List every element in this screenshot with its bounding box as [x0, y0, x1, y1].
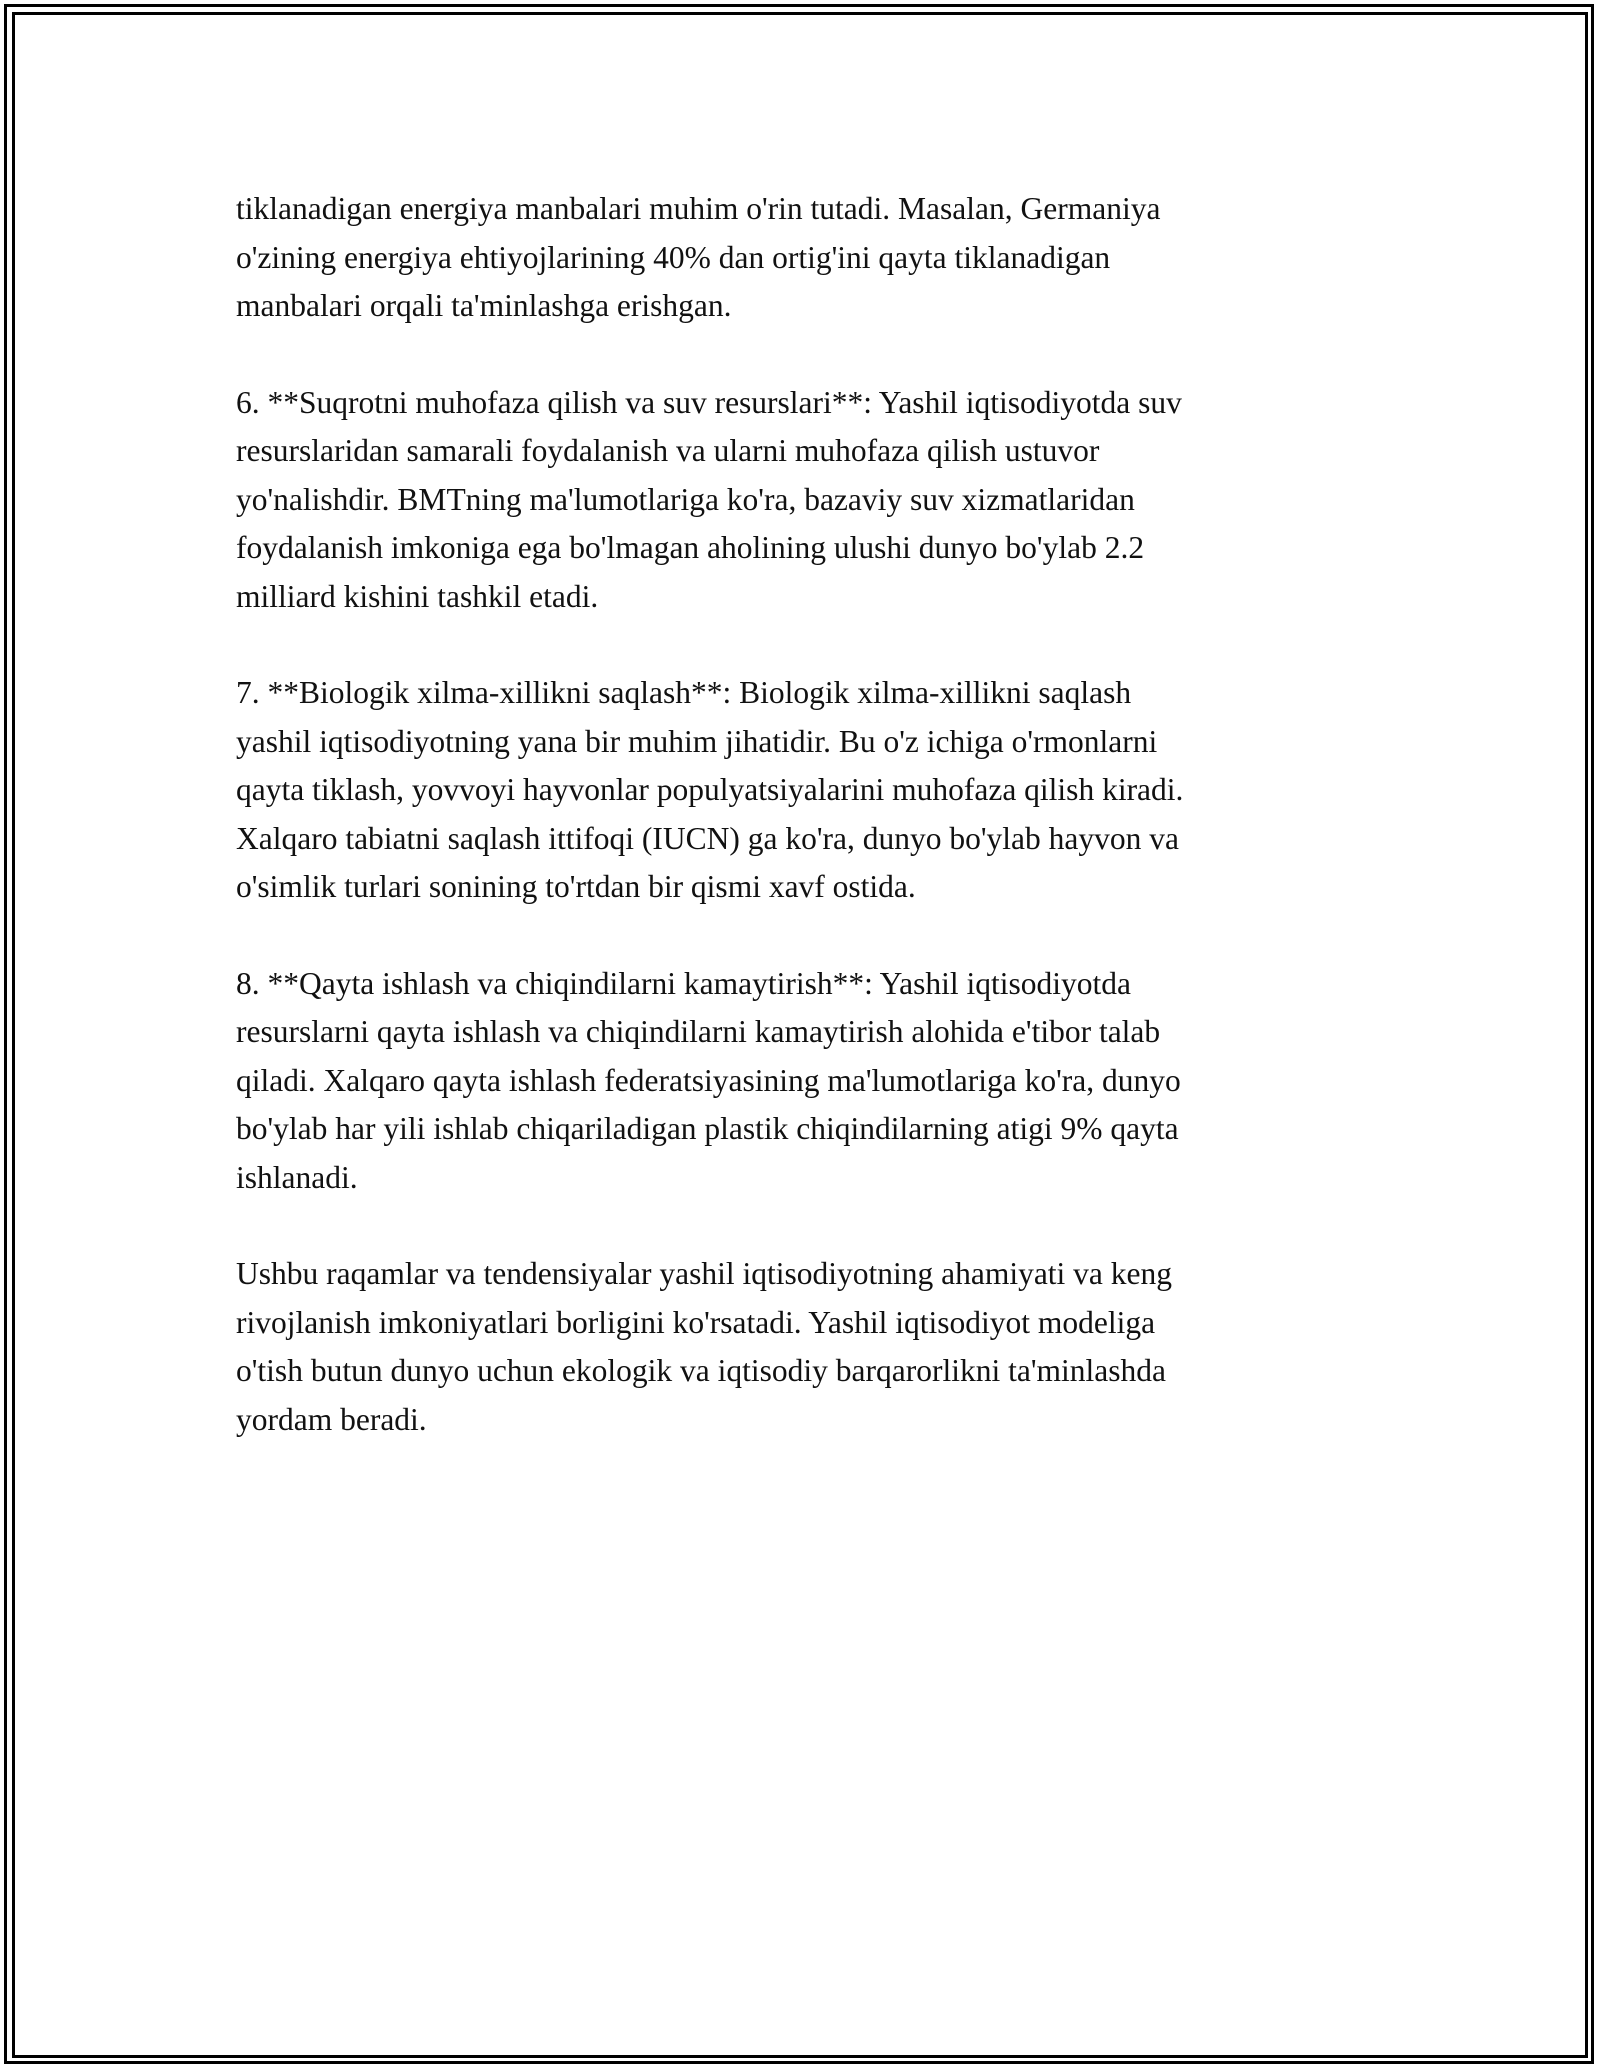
text-line: foydalanish imkoniga ega bo'lmagan aholining ulushi dunyo bo'ylab 2.2 [236, 530, 1145, 565]
text-line: tiklanadigan energiya manbalari muhim o'rin tutadi. Masalan, Germaniya [236, 191, 1161, 226]
document-body [236, 185, 1366, 1492]
text-line: resurslaridan samarali foydalanish va ularni muhofaza qilish ustuvor [236, 433, 1100, 468]
text-line: o'simlik turlari sonining to'rtdan bir qismi xavf ostida. [236, 869, 916, 904]
text-line: yo'nalishdir. BMTning ma'lumotlariga ko'ra, bazaviy suv xizmatlaridan [236, 481, 1135, 517]
text-line: Ushbu raqamlar va tendensiyalar yashil iqtisodiyotning ahamiyati va keng [236, 1256, 1173, 1291]
text-line: yashil iqtisodiyotning yana bir muhim jihatidir. Bu o'z ichiga o'rmonlarni [236, 723, 1158, 759]
paragraph-recycling [236, 960, 1366, 1203]
text-line: manbalari orqali ta'minlashga erishgan. [236, 288, 732, 323]
paragraph-conclusion [236, 1250, 1366, 1444]
text-line: 8. **Qayta ishlash va chiqindilarni kamaytirish**: Yashil iqtisodiyotda [236, 965, 1132, 1001]
paragraph-renewable-energy [236, 185, 1366, 331]
text-line: resurslarni qayta ishlash va chiqindilarni kamaytirish alohida e'tibor talab [236, 1014, 1161, 1049]
text-line: qayta tiklash, yovvoyi hayvonlar populyatsiyalarini muhofaza qilish kiradi. [236, 772, 1184, 807]
text-line: bo'ylab har yili ishlab chiqariladigan plastik chiqindilarning atigi 9% qayta [236, 1111, 1179, 1146]
text-line: Xalqaro tabiatni saqlash ittifoqi (IUCN) ga ko'ra, dunyo bo'ylab hayvon va [236, 820, 1180, 856]
text-line: 6. **Suqrotni muhofaza qilish va suv resurslari**: Yashil iqtisodiyotda suv [236, 384, 1182, 420]
paragraph-biodiversity [236, 669, 1366, 912]
text-line: yordam beradi. [236, 1401, 427, 1437]
text-line: 7. **Biologik xilma-xillikni saqlash**: Biologik xilma-xillikni saqlash [236, 675, 1132, 710]
text-line: milliard kishini tashkil etadi. [236, 578, 599, 614]
paragraph-water-resources [236, 379, 1366, 622]
text-line: rivojlanish imkoniyatlari borligini ko'rsatadi. Yashil iqtisodiyot modeliga [236, 1304, 1156, 1340]
text-line: qiladi. Xalqaro qayta ishlash federatsiyasining ma'lumotlariga ko'ra, dunyo [236, 1062, 1181, 1098]
text-line: o'tish butun dunyo uchun ekologik va iqtisodiy barqarorlikni ta'minlashda [236, 1353, 1166, 1388]
text-line: o'zining energiya ehtiyojlarining 40% dan ortig'ini qayta tiklanadigan [236, 239, 1111, 275]
text-line: ishlanadi. [236, 1159, 358, 1195]
